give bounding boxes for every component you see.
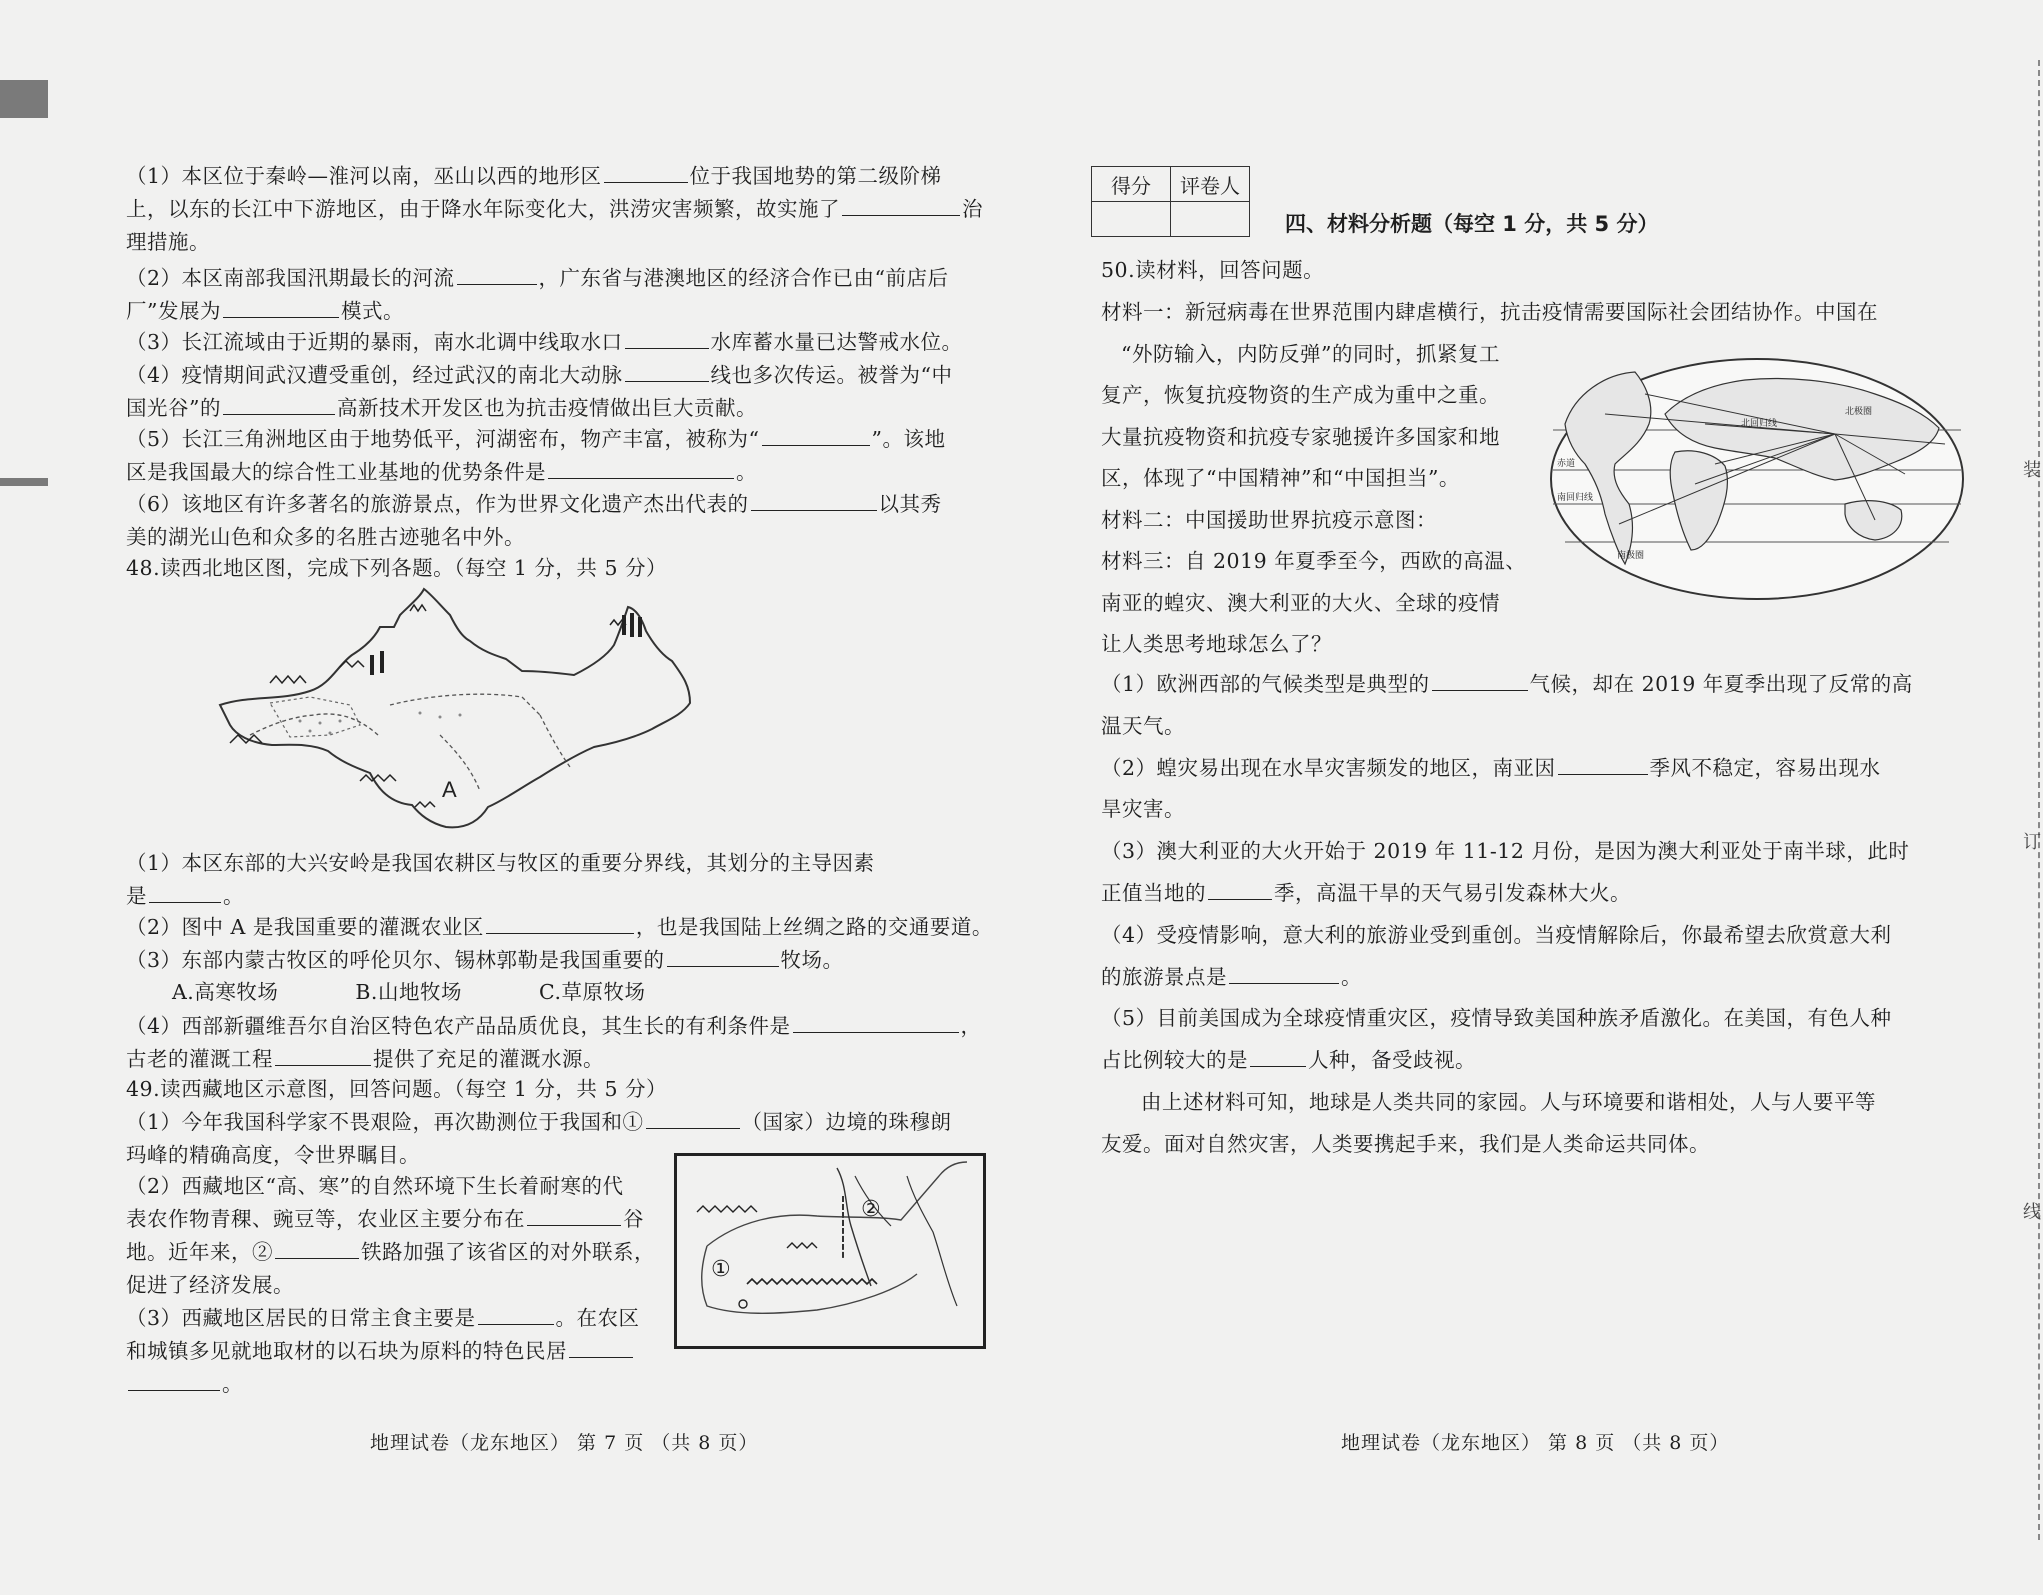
section-title: 四、材料分析题（每空 1 分，共 5 分） (1285, 212, 1659, 236)
answer-blank[interactable] (128, 1389, 220, 1391)
answer-blank[interactable] (457, 283, 537, 285)
label-arctic-circle: 北极圈 (1845, 407, 1873, 417)
q49-part2: （2）西藏地区“高、寒”的自然环境下生长着耐寒的代 表农作物青稞、豌豆等，农业区主要分布在 谷 地。近年来，② 铁路加强了该省区的对外联系， 促进了经济发展。 (126, 1174, 655, 1297)
q49-stem: 49.读西藏地区示意图，回答问题。（每空 1 分，共 5 分） (126, 1077, 668, 1101)
answer-blank[interactable] (1208, 898, 1272, 900)
answer-blank[interactable] (793, 1031, 959, 1033)
grader-cell[interactable] (1171, 202, 1250, 237)
northwest-region-map (210, 585, 830, 835)
q48-stem: 48.读西北地区图，完成下列各题。（每空 1 分，共 5 分） (126, 556, 668, 580)
answer-blank[interactable] (223, 316, 339, 318)
answer-blank[interactable] (667, 965, 779, 967)
option-c[interactable]: C.草原牧场 (538, 980, 646, 1004)
answer-blank[interactable] (486, 932, 634, 934)
score-cell[interactable] (1092, 202, 1171, 237)
q48-part1: （1）本区东部的大兴安岭是我国农耕区与牧区的重要分界线，其划分的主导因素 是 。 (126, 851, 875, 908)
answer-blank[interactable] (625, 380, 709, 382)
answer-blank[interactable] (625, 347, 709, 349)
answer-blank[interactable] (527, 1224, 621, 1226)
answer-blank[interactable] (762, 444, 870, 446)
answer-blank[interactable] (604, 181, 688, 183)
answer-blank[interactable] (223, 413, 335, 415)
score-header: 得分 (1092, 167, 1171, 202)
answer-blank[interactable] (275, 1257, 359, 1259)
q49-part3: （3）西藏地区居民的日常主食主要是 。在农区 和城镇多见就地取材的以石块为原料的特色民居 。 (126, 1306, 640, 1396)
answer-blank[interactable] (548, 477, 734, 479)
q50-materials: 材料一：新冠病毒在世界范围内肆虐横行，抗击疫情需要国际社会团结协作。中国在 “外防输入，内防反弹”的同时，抓紧复工 复产，恢复抗疫物资的生产成为重中之重。 大量抗疫物资和抗疫专家驰援许多国家和地 区，体现了“中国精神”和“中国担当”。 材料二：中国援助世界抗疫示意图： 材料三：自 2019 年夏季至今，西欧的高温、 南亚的蝗灾、澳大利亚的大火、全球的疫情 让人类思考地球怎么了？ (1101, 300, 1878, 656)
answer-blank[interactable] (646, 1127, 740, 1129)
binding-char-1: 装 (2023, 460, 2041, 481)
answer-blank[interactable] (1432, 689, 1528, 691)
answer-blank[interactable] (751, 509, 877, 511)
q49-part1: （1）今年我国科学家不畏艰险，再次勘测位于我国和① （国家）边境的珠穆朗 玛峰的精确高度，令世界瞩目。 (126, 1110, 952, 1167)
q48-part3: （3）东部内蒙古牧区的呼伦贝尔、锡林郭勒是我国重要的 牧场。 (126, 948, 844, 972)
q47-part4: （4）疫情期间武汉遭受重创，经过武汉的南北大动脉 线也多次传运。被誉为“中 国光谷”的 高新技术开发区也为抗击疫情做出巨大贡献。 (126, 363, 953, 420)
q47-part3: （3）长江流域由于近期的暴雨，南水北调中线取水口 水库蓄水量已达警戒水位。 (126, 330, 963, 354)
option-b[interactable]: B.山地牧场 (355, 980, 462, 1004)
q50-stem: 50.读材料，回答问题。 (1101, 258, 1325, 282)
q47-part1: （1）本区位于秦岭—淮河以南，巫山以西的地形区 位于我国地势的第二级阶梯 上，以东的长江中下游地区，由于降水年际变化大，洪涝灾害频繁，故实施了 治 理措施。 (126, 164, 983, 254)
tibet-region-map (674, 1153, 986, 1349)
binding-line (2038, 60, 2040, 1540)
world-aid-map (1545, 354, 1969, 604)
answer-blank[interactable] (1250, 1065, 1306, 1067)
binding-char-2: 订 (2023, 832, 2041, 853)
left-page (0, 0, 1020, 1595)
answer-blank[interactable] (275, 1064, 371, 1066)
binding-char-3: 线 (2023, 1202, 2041, 1223)
q48-options (172, 976, 645, 1009)
map-label-a: A (442, 777, 457, 802)
answer-blank[interactable] (478, 1323, 554, 1325)
right-page (1021, 0, 2043, 1595)
score-table (1091, 166, 1250, 237)
q48-part2: （2）图中 A 是我国重要的灌溉农业区 ，也是我国陆上丝绸之路的交通要道。 (126, 915, 993, 939)
q47-part6: （6）该地区有许多著名的旅游景点，作为世界文化遗产杰出代表的 以其秀 美的湖光山色和众多的名胜古迹驰名中外。 (126, 492, 942, 549)
margin-mark-mid (0, 478, 48, 486)
answer-blank[interactable] (149, 901, 221, 903)
map-mark-1: ① (711, 1257, 731, 1282)
page-footer-7: 地理试卷（龙东地区） 第 7 页 （共 8 页） (370, 1432, 759, 1454)
map-mark-2: ② (861, 1197, 881, 1222)
grader-header: 评卷人 (1171, 167, 1250, 202)
page-footer-8: 地理试卷（龙东地区） 第 8 页 （共 8 页） (1341, 1432, 1730, 1454)
label-tropic-cancer: 北回归线 (1741, 419, 1778, 429)
label-antarctic-circle: 南极圈 (1617, 551, 1645, 561)
answer-blank[interactable] (569, 1356, 633, 1358)
answer-blank[interactable] (1558, 773, 1648, 775)
label-tropic-capricorn: 南回归线 (1557, 493, 1594, 503)
label-equator: 赤道 (1557, 459, 1576, 469)
answer-blank[interactable] (842, 214, 960, 216)
q47-part2: （2）本区南部我国汛期最长的河流 ，广东省与港澳地区的经济合作已由“前店后 厂”发展为 模式。 (126, 266, 949, 323)
q48-part4: （4）西部新疆维吾尔自治区特色农产品品质优良，其生长的有利条件是 ， 古老的灌溉工程 提供了充足的灌溉水源。 (126, 1014, 982, 1071)
margin-mark-top (0, 80, 48, 118)
q47-part5: （5）长江三角洲地区由于地势低平，河湖密布，物产丰富，被称为“ ”。该地 区是我国最大的综合性工业基地的优势条件是 。 (126, 427, 946, 484)
q50-questions: （1）欧洲西部的气候类型是典型的 气候，却在 2019 年夏季出现了反常的高 温天气。 （2）蝗灾易出现在水旱灾害频发的地区，南亚因 季风不稳定，容易出现水 旱灾害。 （3）澳大利亚的大火开始于 2019 年 11-12 月份，是因为澳大利亚处于南半球，此时 正值当地的 季，高温干旱的天气易引发森林大火。 （4）受疫情影响，意大利的旅游业受到重创。当疫情解除后，你最希望去欣赏意大利 的旅游景点是 。 （5）目前美国成为全球疫情重灾区，疫情导致美国种族矛盾激化。在美国，有色人种 占比例较大的是 人种，备受歧视。 由上述材料可知，地球是人类共同的家园。人与环境要和谐相处，人与人要平等 友爱。面对自然灾害，人类要携起手来，我们是人类命运共同体。 (1101, 672, 1913, 1156)
option-a[interactable]: A.高寒牧场 (172, 980, 279, 1004)
answer-blank[interactable] (1229, 982, 1339, 984)
